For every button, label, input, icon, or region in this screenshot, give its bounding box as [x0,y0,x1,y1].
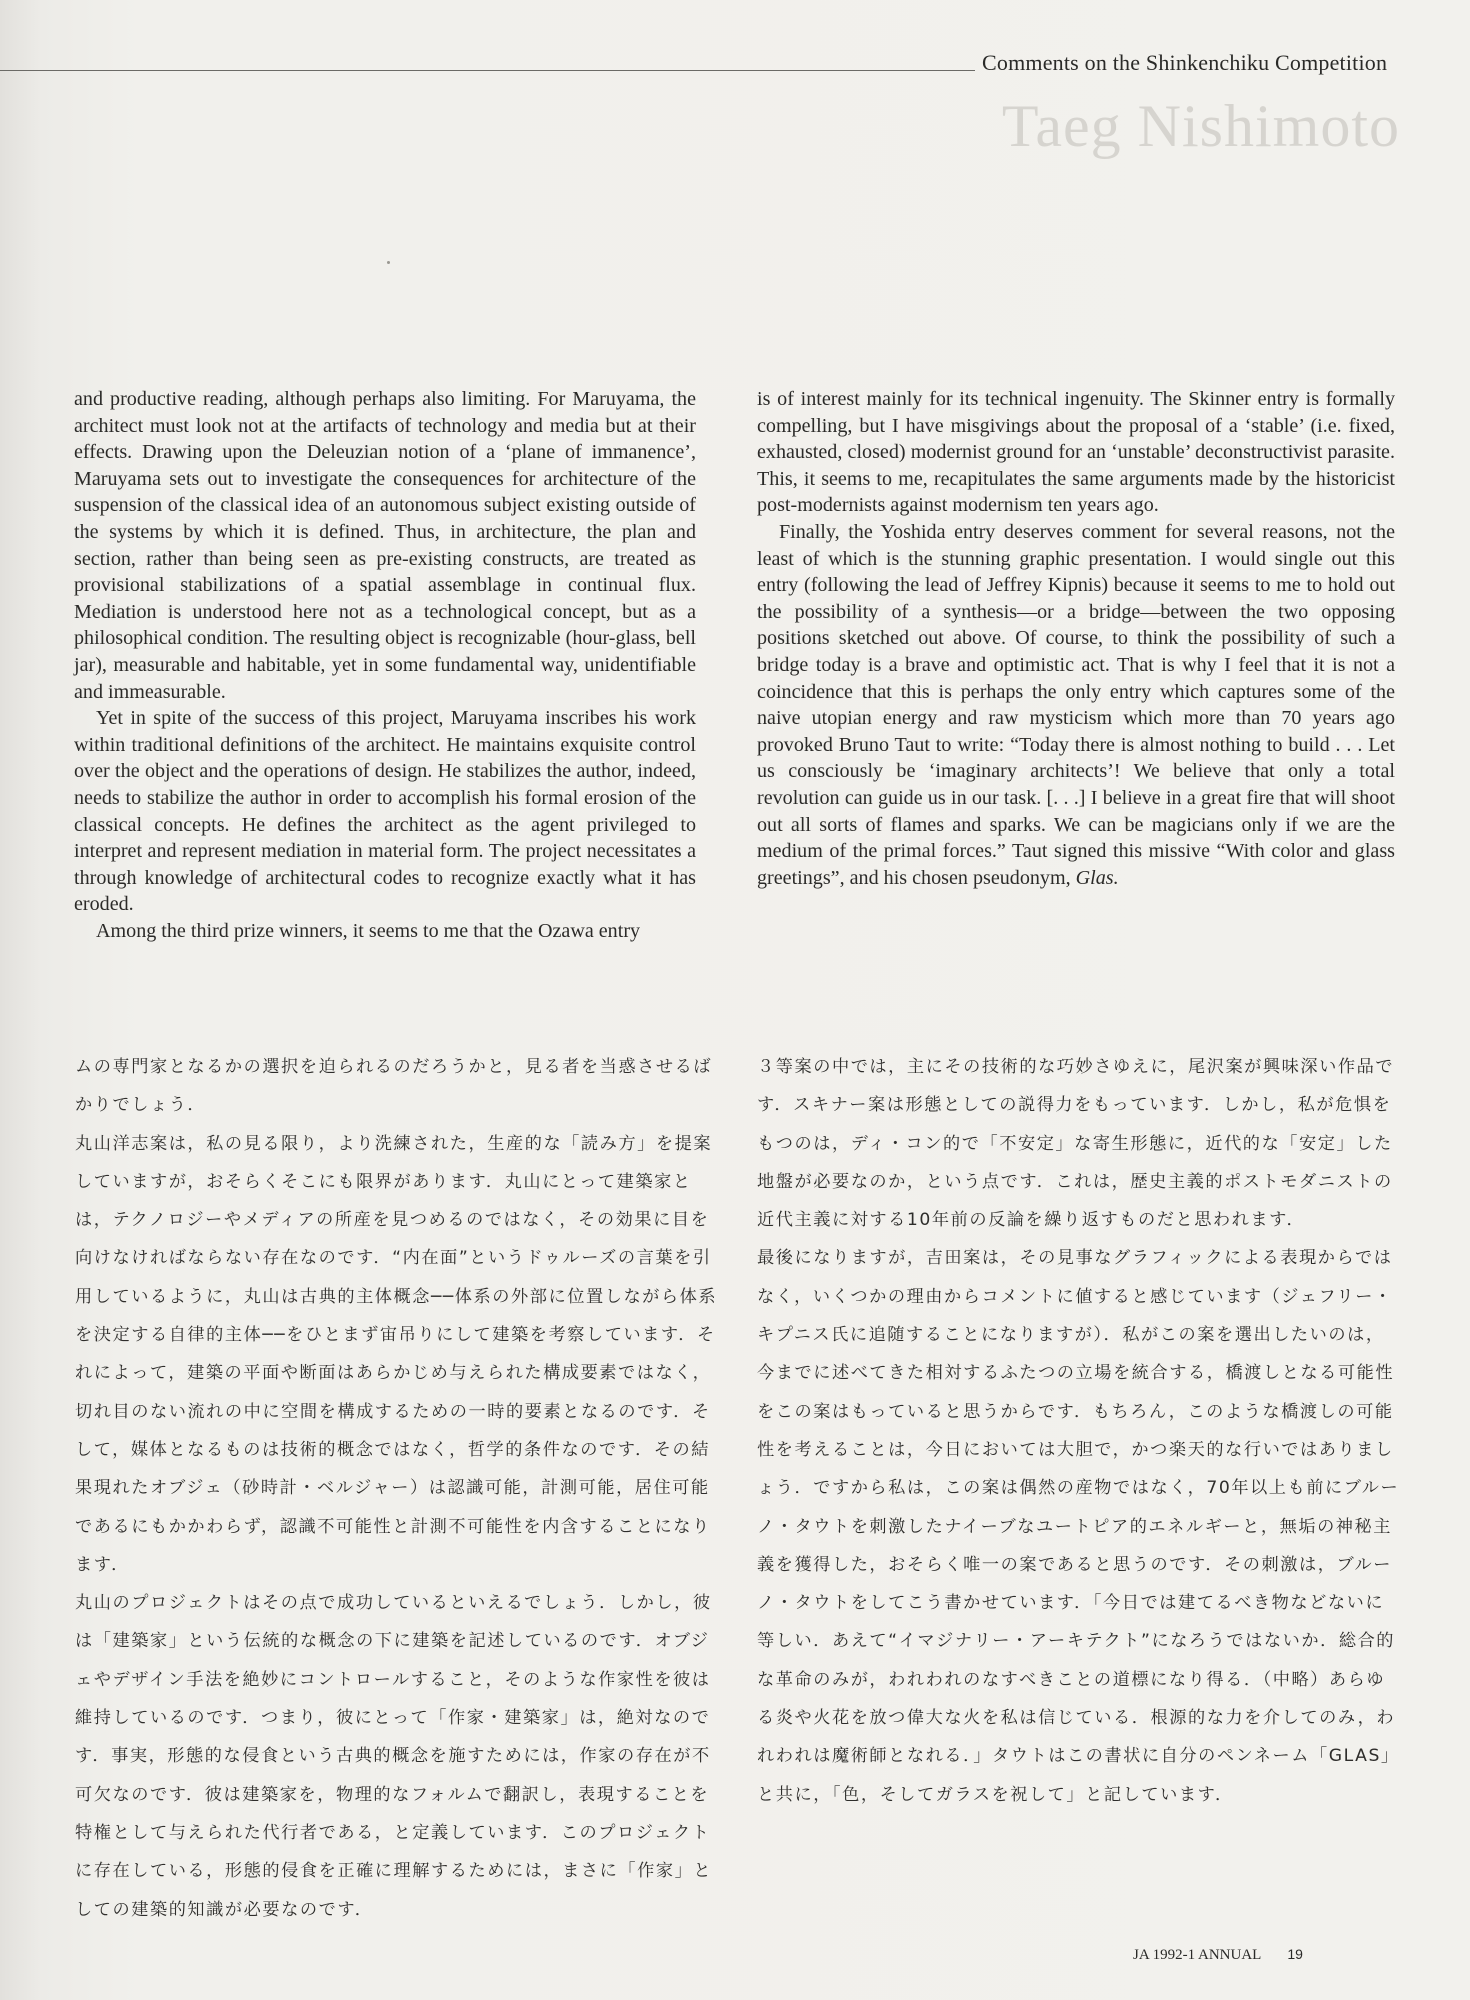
japanese-paragraph: 丸山洋志案は，私の見る限り，より洗練された，生産的な「読み方」を提案していますが，おそらくそこにも限界があります．丸山にとって建築家とは，テクノロジーやメディアの所産を見つめるのではなく，その効果に目を向けなければならない存在なのです．“内在面”というドゥルーズの言葉を引用しているように，丸山は古典的主体概念──体系の外部に位置しながら体系を決定する自律的主体──をひとまず宙吊りにして建築を考察しています．それによって，建築の平面や断面はあらかじめ与えられた構成要素ではなく，切れ目のない流れの中に空間を構成するための一時的要素となるのです．そして，媒体となるものは技術的概念ではなく，哲学的条件なのです．その結果現れたオブジェ（砂時計・ベルジャー）は認識可能，計測可能，居住可能であるにもかかわらず，認識不可能性と計測不可能性を内含することになります． [75,1133,718,1575]
english-paragraph-final [757,519,1395,891]
page-footer [1133,1946,1303,1964]
japanese-paragraph: ムの専門家となるかの選択を迫られるのだろうかと，見る者を当惑させるばかりでしょう． [75,1057,713,1116]
paper-speck [387,261,390,264]
english-column-left [74,386,696,944]
publication-name: JA 1992-1 ANNUAL [1133,1947,1262,1963]
page-number: 19 [1287,1946,1303,1962]
japanese-column-right [757,1048,1402,1814]
english-column-right [757,386,1395,891]
english-paragraph: is of interest mainly for its technical ingenuity. The Skinner entry is formally compelling, but I have misgivings about the proposal of a ‘stable’ (i.e. fixed, exhausted, closed) modernist ground for an ‘unstable’ deconstructivist parasite. This, it seems to me, recapitulates the same arguments made by the historicist post-modernists against modernism ten years ago. [757,388,1395,517]
show-through-title: Taeg Nishimoto [1001,93,1400,159]
running-head: Comments on the Shinkenchiku Competition [982,50,1388,75]
english-text: Finally, the Yoshida entry deserves comment for several reasons, not the least of which is the stunning graphic presentation. I would single out this entry (following the lead of Jeffrey Kipnis) because it seems to me to hold out the possibility of a synthesis—or a bridge—between the two opposing positions sketched out above. Of course, to think the possibility of such a bridge today is a brave and optimistic act. That is why I feel that it is not a coincidence that this is perhaps the only entry which captures some of the naive utopian energy and raw mysticism which more than 70 years ago provoked Bruno Taut to write: “Today there is almost nothing to build . . . Let us consciously be ‘imaginary architects’! We believe that only a total revolution can guide us in our task. [. . .] I believe in a great fire that will shoot out all sorts of flames and sparks. We can be magicians only if we are the medium of the primal forces.” Taut signed this missive “With color and glass greetings”, and his chosen pseudonym, [757,520,1395,889]
japanese-column-left [75,1048,725,1929]
pseudonym: Glas. [1075,866,1119,889]
english-paragraph: Yet in spite of the success of this project, Maruyama inscribes his work within traditional definitions of the architect. He maintains exquisite control over the object and the operations of design. He stabilizes the author, indeed, needs to stabilize the author in order to accomplish his formal erosion of the classical concepts. He defines the architect as the agent privileged to interpret and represent mediation in material form. The project necessitates a through knowledge of architectural codes to recognize exactly what it has eroded. [74,707,696,916]
japanese-paragraph: ３等案の中では，主にその技術的な巧妙さゆえに，尾沢案が興味深い作品です．スキナー案は形態としての説得力をもっています．しかし，私が危惧をもつのは，ディ・コン的で「不安定」な寄生形態に，近代的な「安定」した地盤が必要なのか，という点です．これは，歴史主義的ポストモダニストの近代主義に対する10年前の反論を繰り返すものだと思われます． [757,1057,1395,1231]
japanese-paragraph: 丸山のプロジェクトはその点で成功しているといえるでしょう．しかし，彼は「建築家」という伝統的な概念の下に建築を記述しているのです．オブジェやデザイン手法を絶妙にコントロールすること，そのような作家性を彼は維持しているのです．つまり，彼にとって「作家・建築家」は，絶対なのです．事実，形態的な侵食という古典的概念を施すためには，作家の存在が不可欠なのです．彼は建築家を，物理的なフォルムで翻訳し，表現することを特権として与えられた代行者である，と定義しています．このプロジェクトに存在している，形態的侵食を正確に理解するためには，まさに「作家」としての建築的知識が必要なのです． [75,1593,713,1920]
english-paragraph: and productive reading, although perhaps also limiting. For Maruyama, the architect must look not at the artifacts of technology and media but at their effects. Drawing upon the Deleuzian notion of a ‘plane of immanence’, Maruyama sets out to investigate the consequences for architecture of the suspension of the classical idea of an autonomous subject existing outside of the systems by which it is defined. Thus, in architecture, the plan and section, rather than being seen as pre-existing constructs, are treated as provisional stabilizations of a spatial assemblage in continual flux. Mediation is understood here not as a technological concept, but as a philosophical condition. The resulting object is recognizable (hour-glass, bell jar), measurable and habitable, yet in some fundamental way, unidentifiable and immeasurable. [74,388,696,703]
english-paragraph: Among the third prize winners, it seems to me that the Ozawa entry [96,919,641,942]
header-rule [0,70,975,71]
japanese-paragraph: 最後になりますが，吉田案は，その見事なグラフィックによる表現からではなく，いくつかの理由からコメントに値すると感じています（ジェフリー・キプニス氏に追随することになりますが）．私がこの案を選出したいのは，今までに述べてきた相対するふたつの立場を統合する，橋渡しとなる可能性をこの案はもっていると思うからです．もちろん，このような橋渡しの可能性を考えることは，今日においては大胆で，かつ楽天的な行いではありましょう．ですから私は，この案は偶然の産物ではなく，70年以上も前にブルーノ・タウトを刺激したナイーブなユートピア的エネルギーと，無垢の神秘主義を獲得した，おそらく唯一の案であると思うのです．その刺激は，ブルーノ・タウトをしてこう書かせています．「今日では建てるべき物などないに等しい．あえて“イマジナリー・アーキテクト”になろうではないか．総合的な革命のみが，われわれのなすべきことの道標になり得る．（中略）あらゆる炎や火花を放つ偉大な火を私は信じている．根源的な力を介してのみ，われわれは魔術師となれる．」タウトはこの書状に自分のペンネーム「GLAS」と共に，「色，そしてガラスを祝して」と記しています． [757,1248,1400,1805]
